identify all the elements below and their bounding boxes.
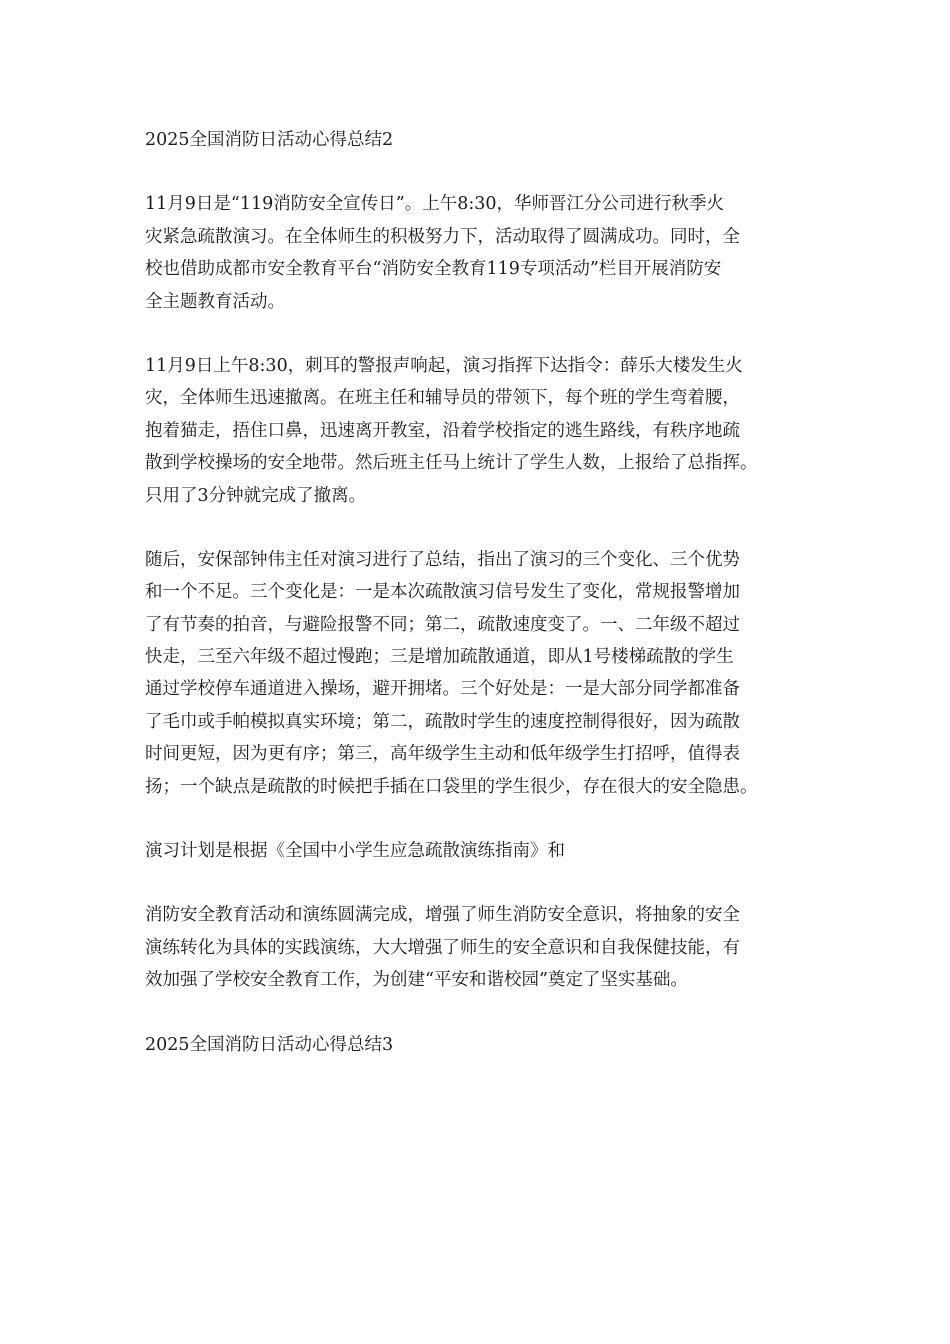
document-body bbox=[145, 124, 817, 1061]
heading-text: 2025全国消防日活动心得总结2 bbox=[145, 130, 394, 150]
paragraph-4 bbox=[145, 835, 817, 867]
paragraph-line: 抱着猫走，捂住口鼻，迅速离开教室，沿着学校指定的逃生路线，有秩序地疏 bbox=[145, 420, 740, 441]
paragraph-line: 效加强了学校安全教育工作，为创建“平安和谐校园”奠定了坚实基础。 bbox=[145, 970, 688, 991]
paragraph-line: 全主题教育活动。 bbox=[145, 291, 285, 312]
paragraph-1 bbox=[145, 188, 817, 318]
paragraph-line: 演习计划是根据《全国中小学生应急疏散演练指南》和 bbox=[145, 841, 565, 862]
paragraph-line: 随后，安保部钟伟主任对演习进行了总结，指出了演习的三个变化、三个优势 bbox=[145, 549, 740, 570]
paragraph-line: 散到学校操场的安全地带。然后班主任马上统计了学生人数，上报给了总指挥。 bbox=[145, 453, 758, 474]
paragraph-line: 消防安全教育活动和演练圆满完成，增强了师生消防安全意识，将抽象的安全 bbox=[145, 905, 740, 926]
paragraph-line: 校也借助成都市安全教育平台“消防安全教育119专项活动”栏目开展消防安 bbox=[145, 259, 722, 280]
paragraph-2 bbox=[145, 350, 817, 512]
paragraph-line: 和一个不足。三个变化是：一是本次疏散演习信号发生了变化，常规报警增加 bbox=[145, 582, 740, 603]
paragraph-line: 灾，全体师生迅速撤离。在班主任和辅导员的带领下，每个班的学生弯着腰， bbox=[145, 388, 740, 409]
section-heading-2 bbox=[145, 124, 817, 156]
paragraph-line: 快走，三至六年级不超过慢跑；三是增加疏散通道，即从1号楼梯疏散的学生 bbox=[145, 647, 734, 668]
paragraph-line: 只用了3分钟就完成了撤离。 bbox=[145, 485, 367, 506]
paragraph-line: 了毛巾或手帕模拟真实环境；第二，疏散时学生的速度控制得很好，因为疏散 bbox=[145, 711, 740, 732]
heading-text: 2025全国消防日活动心得总结3 bbox=[145, 1034, 394, 1055]
paragraph-line: 灾紧急疏散演习。在全体师生的积极努力下，活动取得了圆满成功。同时，全 bbox=[145, 226, 740, 247]
paragraph-line: 11月9日上午8:30，刺耳的警报声响起，演习指挥下达指令：薛乐大楼发生火 bbox=[145, 355, 743, 376]
paragraph-5 bbox=[145, 899, 817, 996]
paragraph-3 bbox=[145, 544, 817, 803]
paragraph-line: 通过学校停车通道进入操场，避开拥堵。三个好处是：一是大部分同学都准备 bbox=[145, 679, 740, 700]
paragraph-line: 扬；一个缺点是疏散的时候把手插在口袋里的学生很少，存在很大的安全隐患。 bbox=[145, 776, 758, 797]
paragraph-line: 了有节奏的拍音，与避险报警不同；第二，疏散速度变了。一、二年级不超过 bbox=[145, 614, 740, 635]
paragraph-line: 时间更短，因为更有序；第三，高年级学生主动和低年级学生打招呼，值得表 bbox=[145, 744, 740, 765]
paragraph-line: 演练转化为具体的实践演练，大大增强了师生的安全意识和自我保健技能，有 bbox=[145, 937, 740, 958]
section-heading-3 bbox=[145, 1029, 817, 1061]
paragraph-line: 11月9日是“119消防安全宣传日”。上午8:30，华师晋江分公司进行秋季火 bbox=[145, 194, 724, 215]
